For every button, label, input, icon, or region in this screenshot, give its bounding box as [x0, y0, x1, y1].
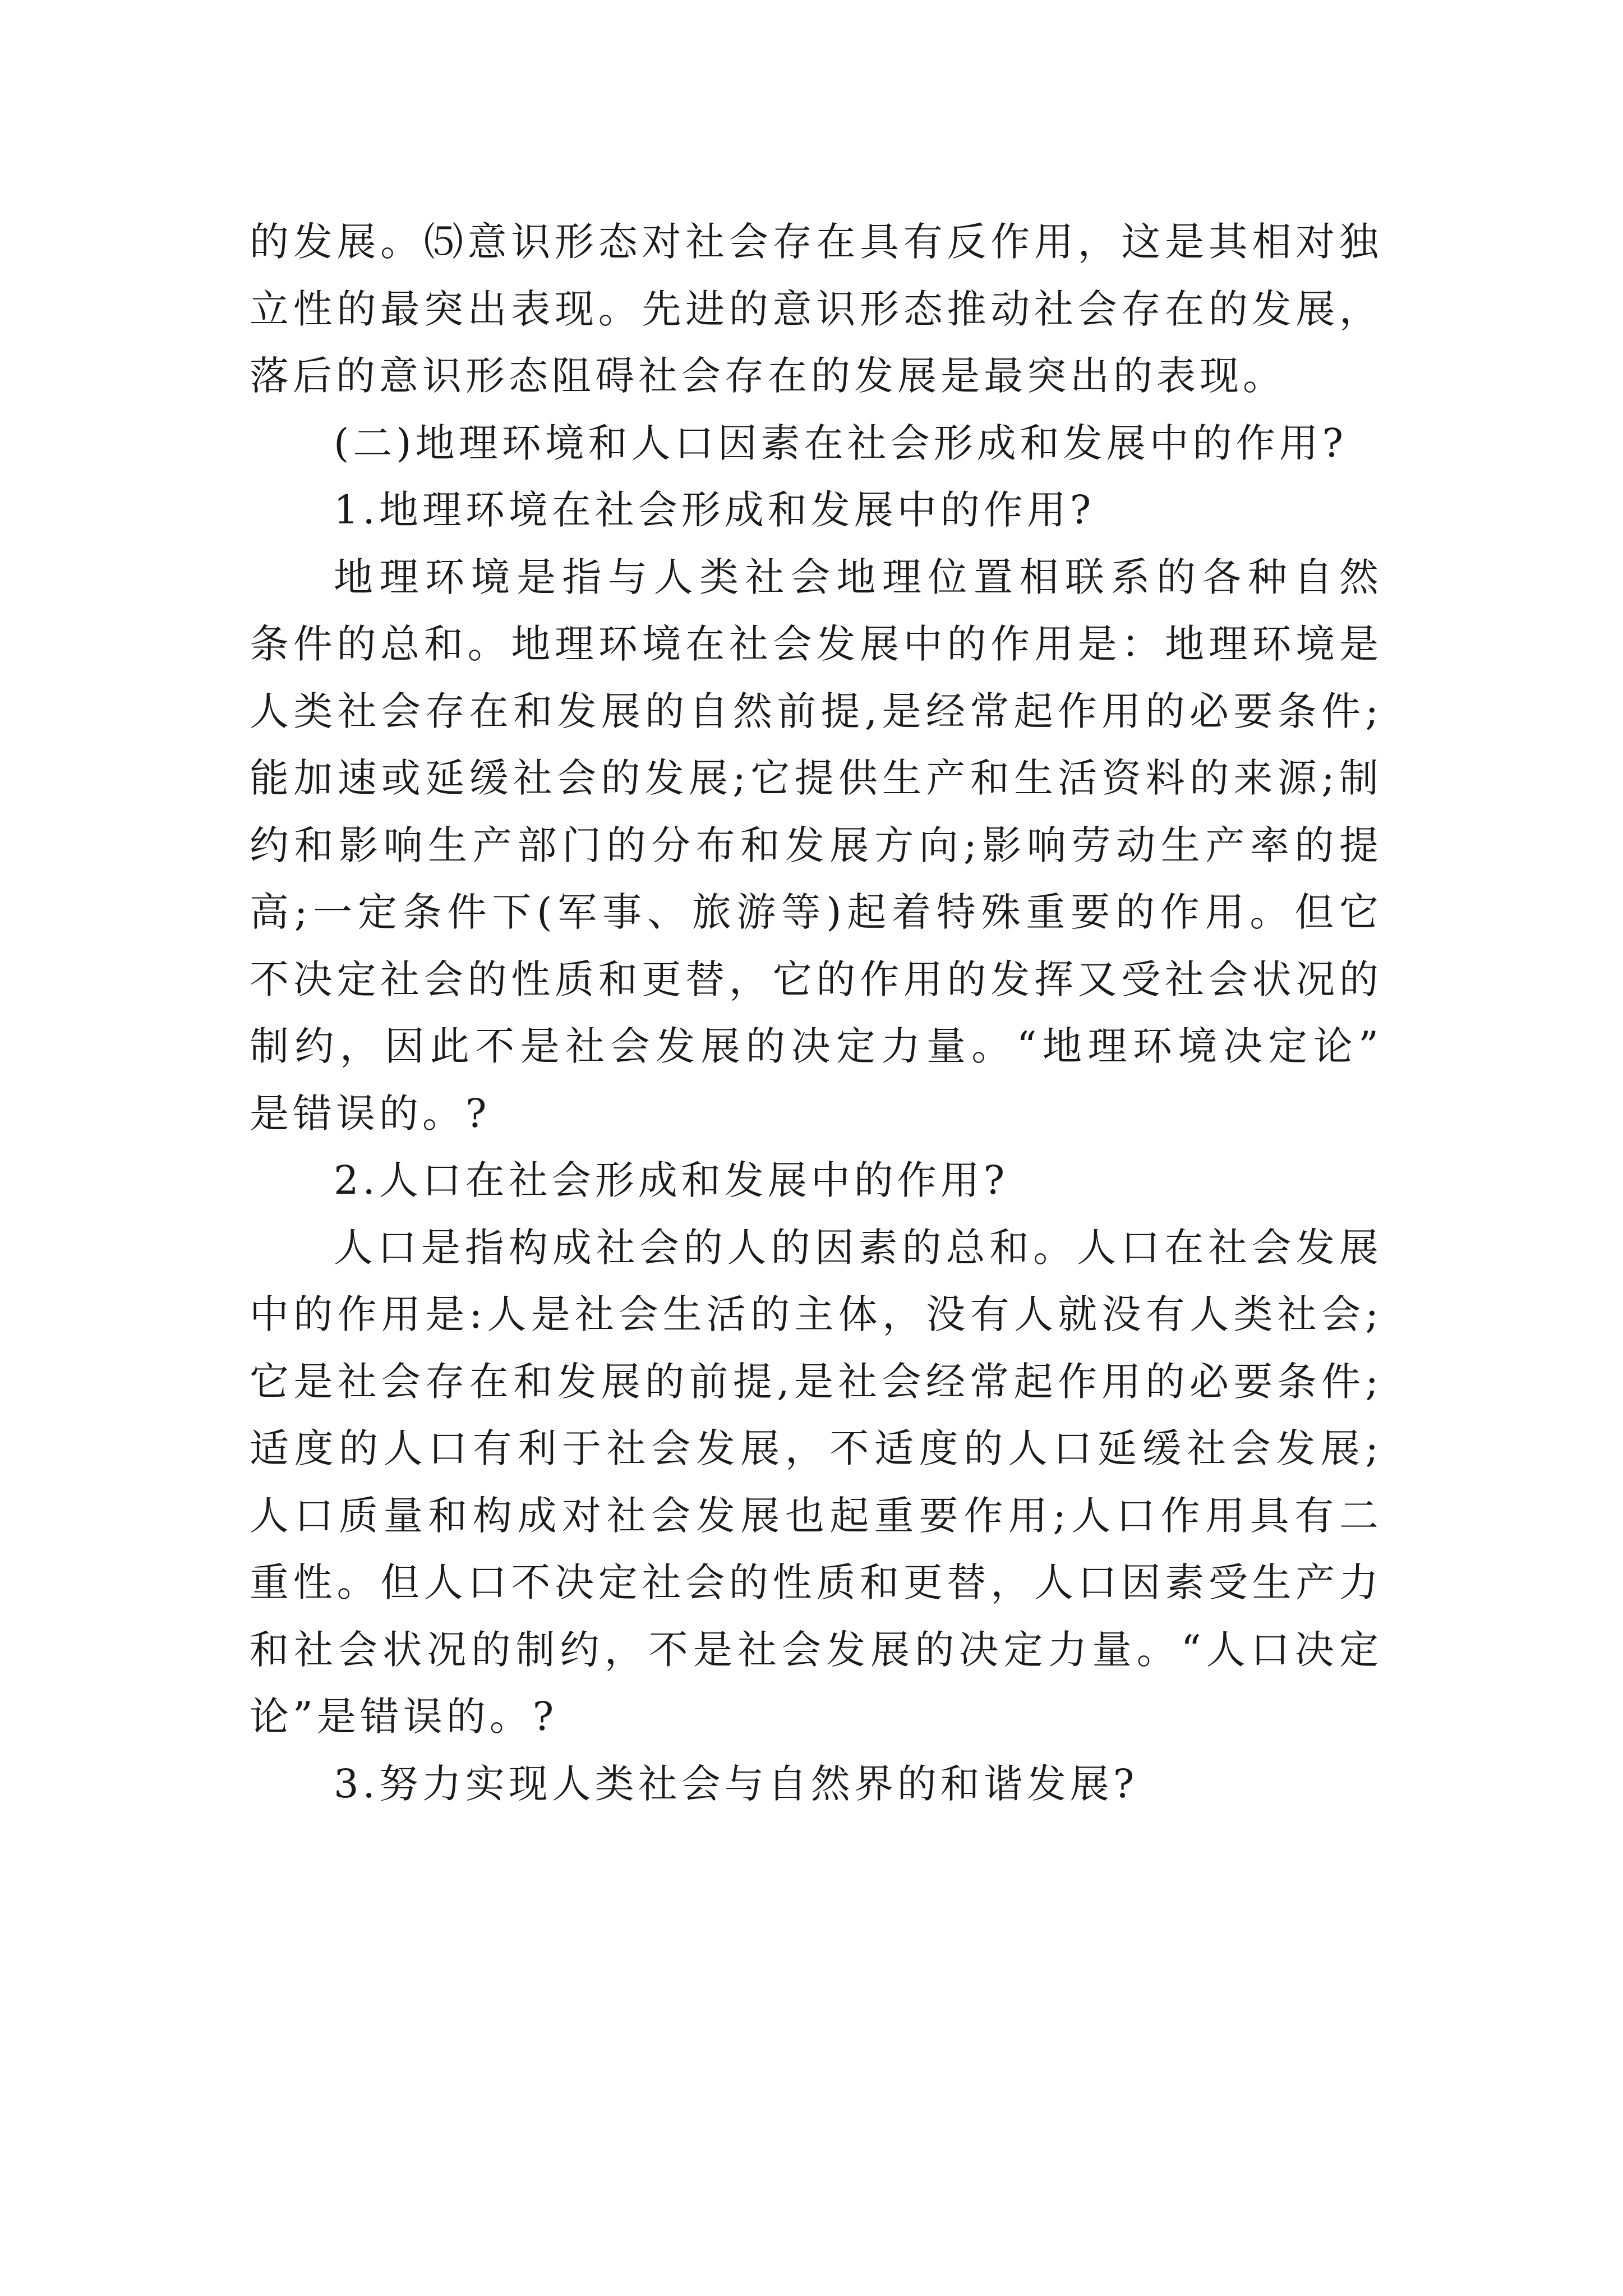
text-line: 的发展。⑸意识形态对社会存在具有反作用，这是其相对独 [250, 219, 1382, 265]
text-line: 立性的最突出表现。先进的意识形态推动社会存在的发展， [250, 286, 1382, 332]
paragraph-line: 重性。但人口不决定社会的性质和更替，人口因素受生产力 [250, 1559, 1382, 1605]
paragraph-line: 它是社会存在和发展的前提,是社会经常起作用的必要条件; [250, 1358, 1382, 1405]
subsection-heading: 3.努力实现人类社会与自然界的和谐发展? [334, 1760, 1138, 1807]
paragraph-line: 不决定社会的性质和更替，它的作用的发挥又受社会状况的 [250, 956, 1382, 1002]
section-heading: (二)地理环境和人口因素在社会形成和发展中的作用? [334, 420, 1348, 466]
paragraph-line: 人类社会存在和发展的自然前提,是经常起作用的必要条件; [250, 688, 1382, 734]
subsection-heading: 1.地理环境在社会形成和发展中的作用? [334, 487, 1095, 533]
paragraph-line: 论”是错误的。? [250, 1694, 558, 1740]
paragraph-line: 地理环境是指与人类社会地理位置相联系的各种自然 [334, 554, 1382, 600]
paragraph-line: 适度的人口有利于社会发展，不适度的人口延缓社会发展; [250, 1425, 1382, 1471]
paragraph-line: 约和影响生产部门的分布和发展方向;影响劳动生产率的提 [250, 822, 1382, 868]
paragraph-line: 是错误的。? [250, 1090, 491, 1137]
paragraph-line: 高;一定条件下(军事、旅游等)起着特殊重要的作用。但它 [250, 889, 1382, 935]
document-body [250, 209, 1382, 1818]
paragraph-line: 制约，因此不是社会发展的决定力量。“地理环境决定论” [250, 1023, 1382, 1069]
subsection-heading: 2.人口在社会形成和发展中的作用? [334, 1157, 1009, 1203]
paragraph-line: 中的作用是:人是社会生活的主体，没有人就没有人类社会; [250, 1291, 1382, 1337]
paragraph-line: 能加速或延缓社会的发展;它提供生产和生活资料的来源;制 [250, 755, 1382, 801]
paragraph-line: 人口是指构成社会的人的因素的总和。人口在社会发展 [334, 1224, 1382, 1271]
paragraph-line: 条件的总和。地理环境在社会发展中的作用是：地理环境是 [250, 621, 1382, 667]
text-line: 落后的意识形态阻碍社会存在的发展是最突出的表现。 [250, 353, 1286, 399]
paragraph-line: 和社会状况的制约，不是社会发展的决定力量。“人口决定 [250, 1626, 1382, 1673]
paragraph-line: 人口质量和构成对社会发展也起重要作用;人口作用具有二 [250, 1492, 1382, 1539]
